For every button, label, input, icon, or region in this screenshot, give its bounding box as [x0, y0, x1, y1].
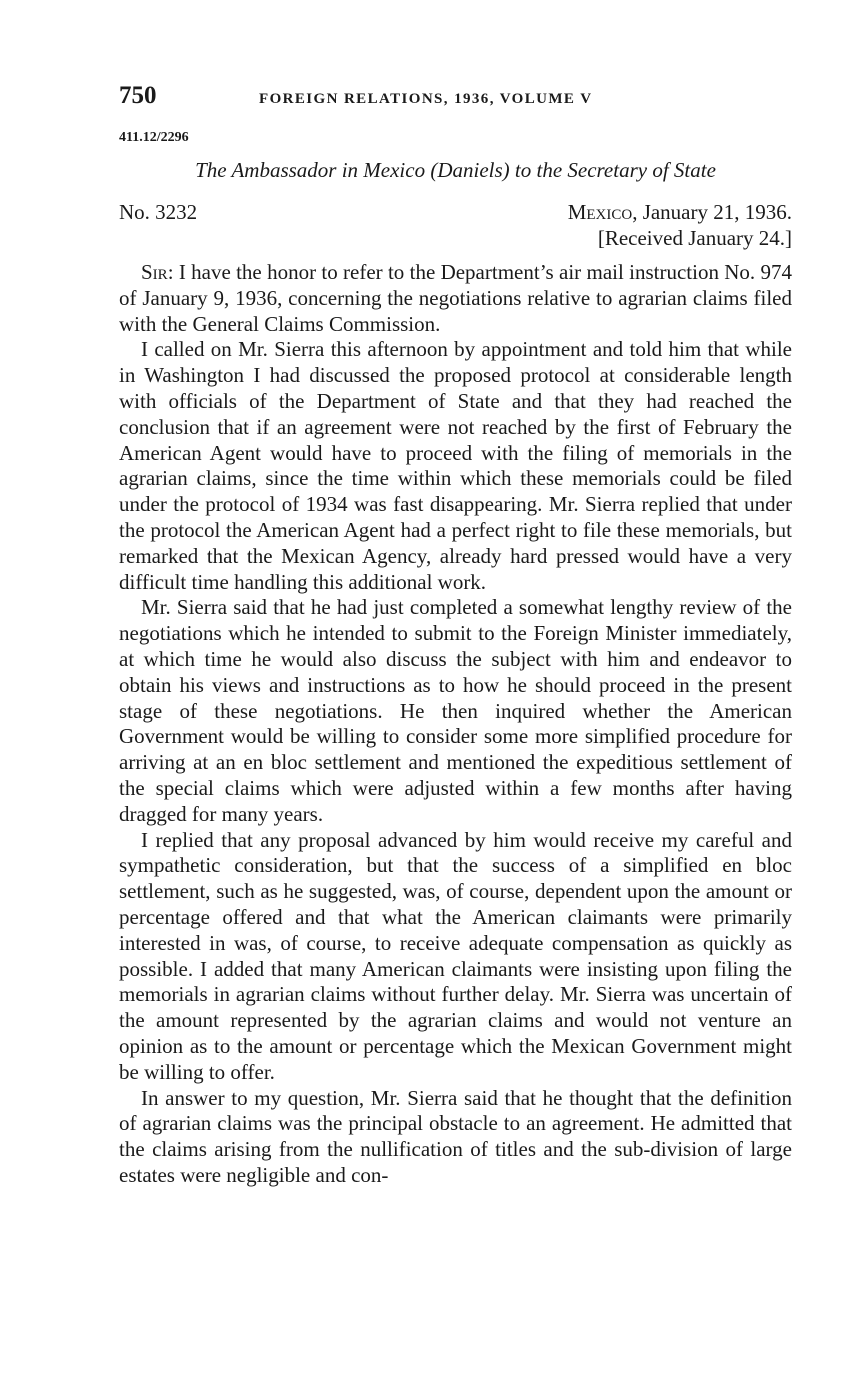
running-head: FOREIGN RELATIONS, 1936, VOLUME V — [259, 91, 593, 107]
paragraph-text: : I have the honor to refer to the Department’s air mail instruction No. 974 of January 9, 1936, concerning the negotiations relative to agrarian claims filed with the General Claims Commission. — [119, 260, 792, 336]
paragraph: I replied that any proposal advanced by him would receive my careful and sympathetic consideration, but that the success of a simplified en bloc settlement, such as he suggested, was, of course, dependent upon the amount or percentage offered and that what the American claimants were primarily interested in was, of course, to receive adequate compensation as quickly as possible. I added that many American claimants were insisting upon filing the memorials in agrarian claims without further delay. Mr. Sierra was uncertain of the amount represented by the agrarian claims and would not venture an opinion as to the amount or percentage which the Mexican Government might be willing to offer. — [119, 827, 792, 1084]
paragraph: Mr. Sierra said that he had just completed a somewhat lengthy review of the negotiations which he intended to submit to the Foreign Minister immediately, at which time he would also discuss the subject with him and endeavor to obtain his views and instructions as to how he should proceed in the present stage of these negotiations. He then inquired whether the American Government would be willing to consider some more simplified procedure for arriving at an en bloc settlement and mentioned the expeditious settlement of the special claims which were adjusted within a few months after having dragged for many years. — [119, 595, 792, 826]
paragraph: In answer to my question, Mr. Sierra said that he thought that the definition of agrarian claims was the principal obstacle to an agreement. He admitted that the claims arising from the nullification of titles and the sub-division of large estates were negligible and con- — [119, 1085, 792, 1187]
date: , January 21, 1936. — [632, 200, 792, 224]
page-number: 750 — [119, 82, 157, 109]
document-title: The Ambassador in Mexico (Daniels) to the Secretary of State — [195, 158, 716, 182]
file-number: 411.12/2296 — [119, 130, 189, 145]
received-note: [Received January 24.] — [597, 226, 792, 250]
paragraph — [119, 260, 792, 337]
page-header — [119, 82, 792, 118]
page — [119, 82, 792, 1189]
paragraph: I called on Mr. Sierra this afternoon by appointment and told him that while in Washington I had discussed the proposed protocol at considerable length with officials of the Department of State and that they had reached the conclusion that if an agreement were not reached by the first of February the American Agent would have to proceed with the filing of memorials in the agrarian claims, since the time within which these memorials could be filed under the protocol of 1934 was fast disappearing. Mr. Sierra replied that under the protocol the American Agent had a perfect right to file these memorials, but remarked that the Mexican Agency, already hard pressed would have a very difficult time handling this additional work. — [119, 337, 792, 594]
salutation: Sir — [141, 260, 168, 284]
place-date — [568, 200, 792, 226]
letter-body — [119, 260, 792, 1189]
document-number: No. 3232 — [119, 200, 198, 224]
place: Mexico — [567, 200, 633, 224]
dateline — [119, 200, 792, 226]
